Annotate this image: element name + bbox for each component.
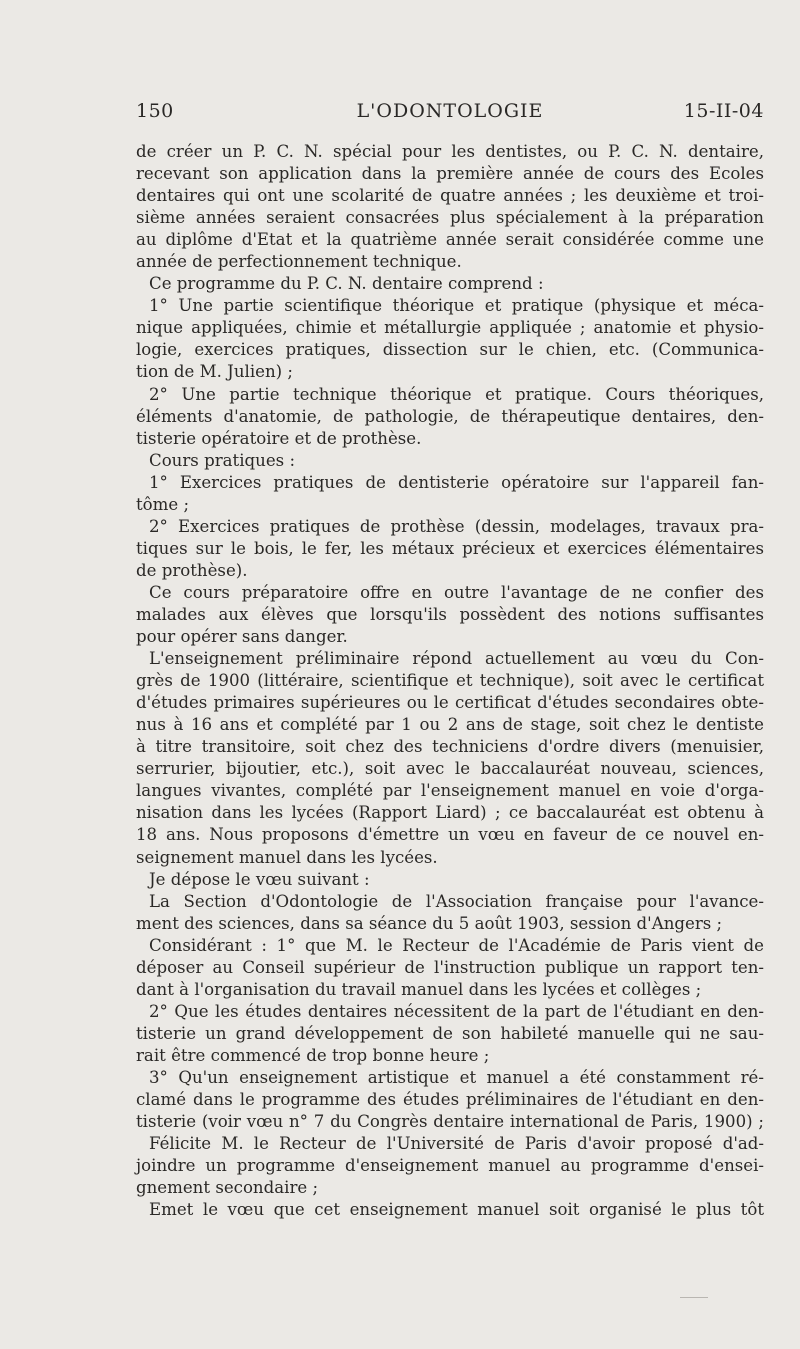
text-line: sième années seraient consacrées plus spécialement à la préparation [136, 208, 764, 228]
text-line: 1° Exercices pratiques de dentisterie opératoire sur l'appareil fan- [149, 472, 764, 492]
text-line: joindre un programme d'enseignement manuel au programme d'ensei- [136, 1156, 764, 1176]
text-line: au diplôme d'Etat et la quatrième année serait considérée comme une [136, 230, 764, 250]
text-line: nus à 16 ans et complété par 1 ou 2 ans de stage, soit chez le dentiste [136, 715, 764, 735]
text-line: de prothèse). [136, 560, 248, 580]
text-line: 2° Que les études dentaires nécessitent de la part de l'étudiant en den- [149, 1001, 764, 1021]
text-line: tôme ; [136, 494, 190, 514]
text-line: tisterie un grand développement de son habileté manuelle qui ne sau- [136, 1023, 764, 1043]
text-line: déposer au Conseil supérieur de l'instruction publique un rapport ten- [136, 957, 764, 977]
text-line: 1° Une partie scientifique théorique et pratique (physique et méca- [149, 296, 764, 316]
text-line: Cours pratiques : [149, 450, 296, 470]
text-line: éléments d'anatomie, de pathologie, de thérapeutique dentaires, den- [136, 406, 764, 426]
text-line: 18 ans. Nous proposons d'émettre un vœu en faveur de ce nouvel en- [136, 825, 764, 845]
text-line: dentaires qui ont une scolarité de quatre années ; les deuxième et troi- [136, 186, 764, 206]
text-line: Je dépose le vœu suivant : [149, 869, 370, 889]
page-number: 150 [136, 100, 174, 122]
text-line: L'enseignement préliminaire répond actuellement au vœu du Con- [149, 649, 764, 669]
text-line: pour opérer sans danger. [136, 627, 348, 647]
text-line: malades aux élèves que lorsqu'ils possèdent des notions suffisantes [136, 604, 764, 624]
text-line: serrurier, bijoutier, etc.), soit avec le baccalauréat nouveau, sciences, [136, 759, 764, 779]
text-line: à titre transitoire, soit chez des techniciens d'ordre divers (menuisier, [136, 737, 764, 757]
text-line: seignement manuel dans les lycées. [136, 847, 438, 867]
text-line: 2° Une partie technique théorique et pratique. Cours théoriques, [149, 384, 764, 404]
text-line: recevant son application dans la première année de cours des Ecoles [136, 164, 764, 184]
text-line: ment des sciences, dans sa séance du 5 août 1903, session d'Angers ; [136, 913, 723, 933]
text-line: nisation dans les lycées (Rapport Liard) ; ce baccalauréat est obtenu à [136, 803, 764, 823]
text-line: Considérant : 1° que M. le Recteur de l'Académie de Paris vient de [149, 935, 764, 955]
issue-date: 15-II-04 [683, 100, 764, 122]
text-line: tisterie (voir vœu n° 7 du Congrès dentaire international de Paris, 1900) ; [136, 1112, 764, 1132]
text-line: Emet le vœu que cet enseignement manuel soit organisé le plus tôt [149, 1200, 764, 1220]
text-line: tion de M. Julien) ; [136, 362, 293, 382]
page-rule-mark [680, 1297, 708, 1298]
text-line: de créer un P. C. N. spécial pour les dentistes, ou P. C. N. dentaire, [136, 142, 764, 161]
text-line: clamé dans le programme des études préliminaires de l'étudiant en den- [136, 1090, 764, 1110]
text-line: La Section d'Odontologie de l'Association française pour l'avance- [149, 891, 764, 911]
text-line: langues vivantes, complété par l'enseignement manuel en voie d'orga- [136, 781, 764, 801]
body-text [136, 141, 764, 1221]
journal-title: L'ODONTOLOGIE [356, 100, 544, 122]
text-line: année de perfectionnement technique. [136, 252, 462, 272]
text-line: Félicite M. le Recteur de l'Université de Paris d'avoir proposé d'ad- [149, 1134, 764, 1154]
running-header [136, 100, 764, 128]
text-line: 3° Qu'un enseignement artistique et manuel a été constamment ré- [149, 1067, 764, 1087]
text-line: Ce programme du P. C. N. dentaire comprend : [149, 274, 544, 294]
text-line: tiques sur le bois, le fer, les métaux précieux et exercices élémentaires [136, 538, 764, 558]
text-line: gnement secondaire ; [136, 1178, 319, 1198]
text-line: Ce cours préparatoire offre en outre l'avantage de ne confier des [149, 582, 764, 602]
text-line: logie, exercices pratiques, dissection sur le chien, etc. (Communica- [136, 340, 764, 360]
text-line: 2° Exercices pratiques de prothèse (dessin, modelages, travaux pra- [149, 516, 764, 536]
text-line: tisterie opératoire et de prothèse. [136, 428, 422, 448]
text-line: dant à l'organisation du travail manuel dans les lycées et collèges ; [136, 979, 702, 999]
text-line: d'études primaires supérieures ou le certificat d'études secondaires obte- [136, 693, 764, 713]
text-line: nique appliquées, chimie et métallurgie appliquée ; anatomie et physio- [136, 318, 764, 338]
text-line: rait être commencé de trop bonne heure ; [136, 1045, 490, 1065]
text-line: grès de 1900 (littéraire, scientifique et technique), soit avec le certificat [136, 671, 764, 691]
